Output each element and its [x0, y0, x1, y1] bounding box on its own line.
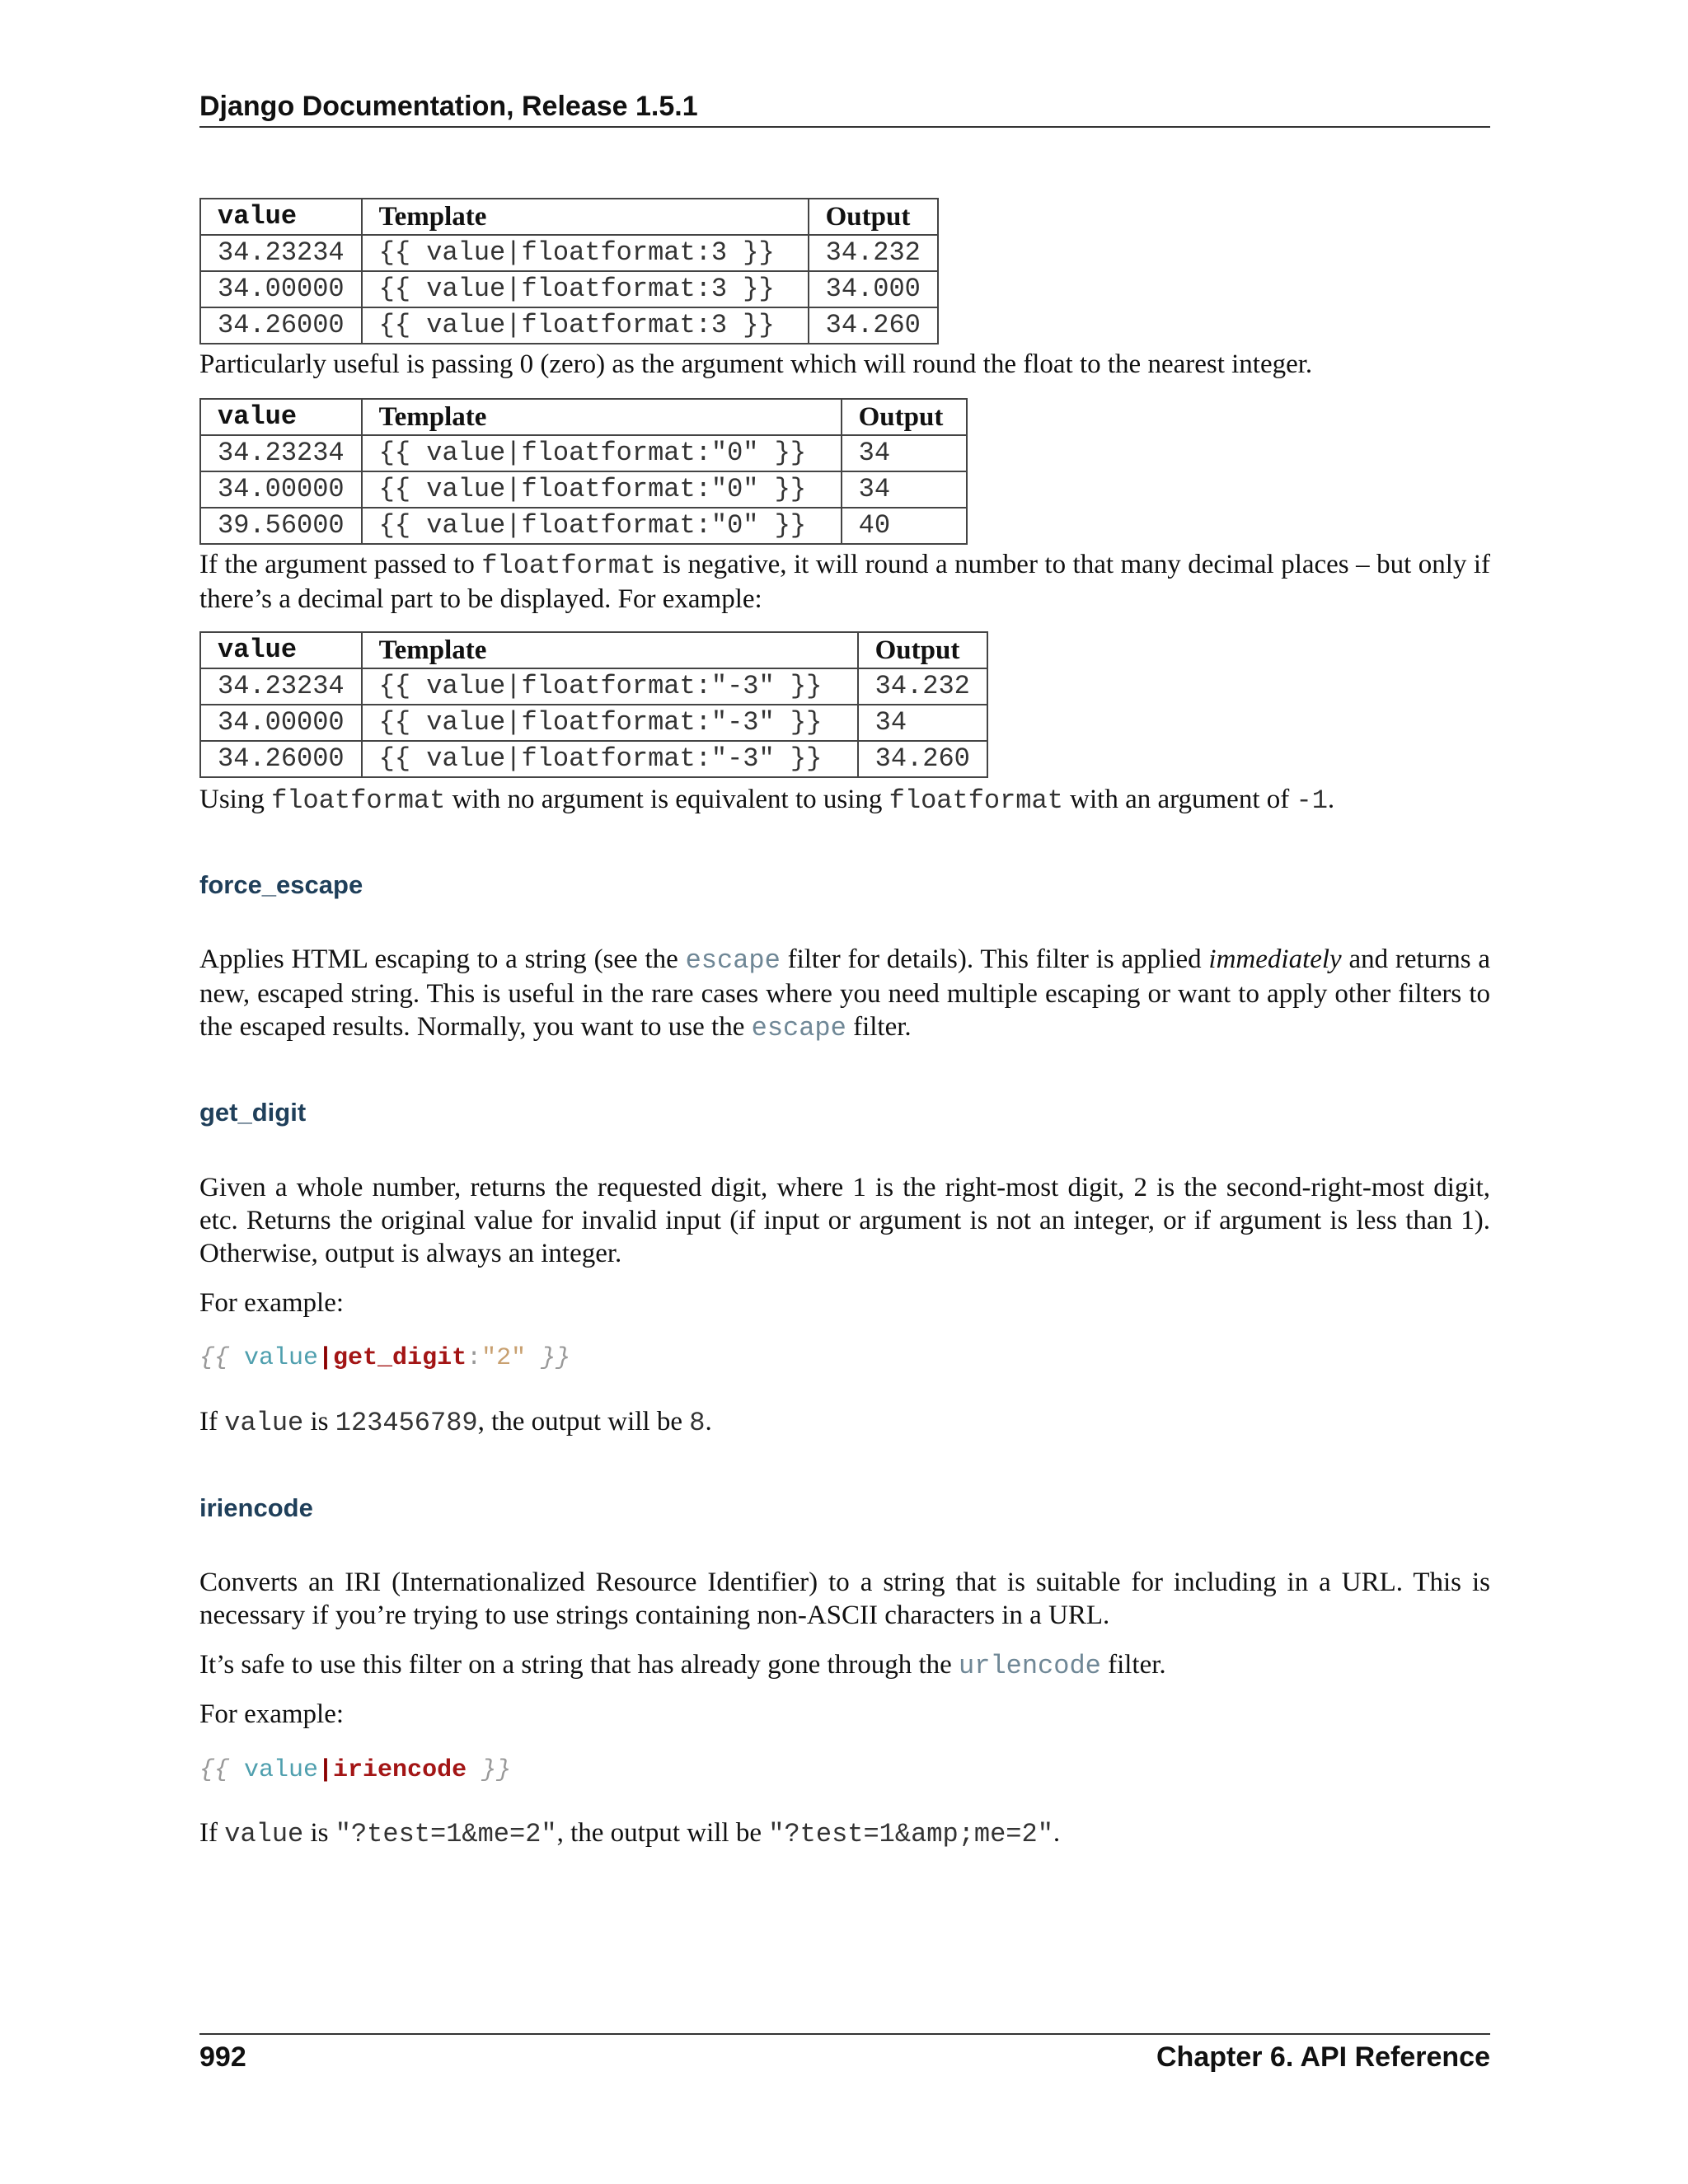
- cell-template: {{ value|floatformat:3 }}: [362, 271, 809, 307]
- text-run: with no argument is equivalent to using: [445, 785, 889, 814]
- text-run: is negative, it will round a number to that many decimal places – but only if there’s a decimal part to be displayed. For example:: [199, 550, 1490, 614]
- text-run: and returns a new, escaped string. This is useful in the rare cases where you need multiple escaping or want to apply other filters to the escaped results. Normally, you want to use the: [199, 944, 1490, 1042]
- code-token: }}: [467, 1756, 512, 1784]
- paragraph-force-escape: [199, 943, 1490, 1045]
- iriencode-body: [199, 1566, 1490, 1632]
- table-row: [200, 271, 938, 307]
- cell-template: {{ value|floatformat:"0" }}: [362, 508, 842, 544]
- text-run: , the output will be: [556, 1818, 769, 1848]
- cell-value: 39.56000: [200, 508, 362, 544]
- cell-output: 34.232: [858, 668, 987, 705]
- paragraph-negative-argument: [199, 548, 1490, 616]
- cell-template: {{ value|floatformat:"-3" }}: [362, 705, 858, 741]
- table-floatformat-neg3: [199, 631, 988, 778]
- table-header-row: [200, 199, 938, 235]
- inline-code: 123456789: [335, 1408, 478, 1438]
- get-digit-body: [199, 1171, 1490, 1270]
- para-zero: [199, 348, 1490, 381]
- code-token: |: [318, 1344, 334, 1372]
- code-block-get-digit: [199, 1342, 1490, 1375]
- text-run: If the argument passed to: [199, 550, 482, 579]
- text-run: If: [199, 1818, 225, 1848]
- cell-value: 34.00000: [200, 705, 362, 741]
- iriencode-for-example: [199, 1698, 1490, 1731]
- col-header-template: Template: [362, 399, 842, 435]
- cell-template: {{ value|floatformat:"-3" }}: [362, 668, 858, 705]
- section-get-digit: [199, 1096, 1490, 1129]
- force-escape-body: [199, 943, 1490, 1045]
- table-floatformat-neg3-wrap: [199, 631, 1490, 778]
- code-token: get_digit: [333, 1344, 467, 1372]
- heading-force-escape: force_escape: [199, 870, 363, 899]
- cell-value: 34.00000: [200, 271, 362, 307]
- table-row: [200, 235, 938, 271]
- para-noarg: [199, 783, 1490, 818]
- col-header-output: Output: [842, 399, 967, 435]
- iriencode-result: [199, 1816, 1490, 1851]
- text-run: If: [199, 1407, 225, 1436]
- cell-value: 34.26000: [200, 741, 362, 777]
- col-header-output: Output: [858, 632, 987, 668]
- text-run: .: [705, 1407, 712, 1436]
- cell-template: {{ value|floatformat:"0" }}: [362, 435, 842, 471]
- chapter-title: Chapter 6. API Reference: [1156, 2041, 1490, 2073]
- code-token: "2": [481, 1344, 527, 1372]
- paragraph-iriencode: Converts an IRI (Internationalized Resource Identifier) to a string that is suitable for including in a URL. This is necessary if you’re trying to use strings containing non-ASCII characters in a URL.: [199, 1568, 1490, 1630]
- running-footer: [199, 2033, 1490, 2074]
- cell-output: 34.000: [809, 271, 938, 307]
- cell-value: 34.23234: [200, 668, 362, 705]
- cell-output: 40: [842, 508, 967, 544]
- text-run: with an argument of: [1062, 785, 1296, 814]
- inline-code: 8: [689, 1408, 706, 1438]
- col-header-value: value: [200, 399, 362, 435]
- cell-template: {{ value|floatformat:3 }}: [362, 235, 809, 271]
- paragraph-for-example: For example:: [199, 1288, 345, 1318]
- cell-output: 34: [842, 435, 967, 471]
- get-digit-for-example: [199, 1286, 1490, 1319]
- get-digit-result: [199, 1405, 1490, 1440]
- escape-link[interactable]: escape: [685, 945, 781, 976]
- code-token: value: [244, 1756, 319, 1784]
- running-header: Django Documentation, Release 1.5.1: [199, 91, 1490, 128]
- cell-output: 34.260: [809, 307, 938, 344]
- table-row: [200, 435, 967, 471]
- code-token: {{: [199, 1756, 245, 1784]
- text-run: filter.: [846, 1012, 912, 1042]
- text-run: Using: [199, 785, 272, 814]
- cell-value: 34.00000: [200, 471, 362, 508]
- paragraph-iriencode-safe: [199, 1648, 1490, 1683]
- page-number: 992: [199, 2041, 246, 2073]
- inline-code: value: [224, 1819, 304, 1849]
- code-token: iriencode: [333, 1756, 467, 1784]
- table-row: [200, 307, 938, 344]
- table-row: [200, 705, 987, 741]
- inline-code: -1: [1296, 785, 1328, 816]
- text-run: .: [1327, 785, 1335, 814]
- text-run: is: [303, 1407, 335, 1436]
- text-run: It’s safe to use this filter on a string that has already gone through the: [199, 1650, 959, 1680]
- paragraph-iriencode-result: [199, 1816, 1490, 1851]
- col-header-template: Template: [362, 632, 858, 668]
- table-row: [200, 471, 967, 508]
- paragraph-get-digit: Given a whole number, returns the requested digit, where 1 is the right-most digit, 2 is the second-right-most digit, etc. Returns the original value for invalid input (if input or argument is not an integer, or if argument is less than 1). Otherwise, output is always an integer.: [199, 1173, 1490, 1268]
- table-row: [200, 741, 987, 777]
- inline-code: floatformat: [481, 551, 656, 581]
- paragraph-no-argument: [199, 783, 1490, 818]
- heading-get-digit: get_digit: [199, 1098, 307, 1127]
- code-token: :: [467, 1344, 482, 1372]
- section-iriencode: [199, 1492, 1490, 1525]
- code-token: value: [244, 1344, 319, 1372]
- inline-code: floatformat: [889, 785, 1063, 816]
- text-run: .: [1053, 1818, 1061, 1848]
- col-header-output: Output: [809, 199, 938, 235]
- cell-output: 34: [842, 471, 967, 508]
- paragraph-zero-argument: Particularly useful is passing 0 (zero) as the argument which will round the float to the nearest integer.: [199, 349, 1313, 379]
- cell-output: 34.260: [858, 741, 987, 777]
- cell-template: {{ value|floatformat:"-3" }}: [362, 741, 858, 777]
- para-negative: [199, 548, 1490, 616]
- col-header-value: value: [200, 199, 362, 235]
- cell-template: {{ value|floatformat:3 }}: [362, 307, 809, 344]
- table-floatformat-3: [199, 198, 939, 344]
- inline-code: value: [224, 1408, 304, 1438]
- urlencode-link[interactable]: urlencode: [959, 1651, 1101, 1681]
- cell-template: {{ value|floatformat:"0" }}: [362, 471, 842, 508]
- code-token: {{: [199, 1344, 245, 1372]
- heading-iriencode: iriencode: [199, 1493, 313, 1522]
- table-header-row: [200, 399, 967, 435]
- code-token: |: [318, 1756, 334, 1784]
- iriencode-safe: [199, 1648, 1490, 1683]
- text-run: Applies HTML escaping to a string (see the: [199, 944, 686, 974]
- code-token: }}: [526, 1344, 571, 1372]
- section-force-escape: [199, 869, 1490, 902]
- inline-code: "?test=1&amp;me=2": [768, 1819, 1053, 1849]
- text-run: , the output will be: [477, 1407, 690, 1436]
- paragraph-for-example: For example:: [199, 1699, 345, 1729]
- text-run: is: [303, 1818, 335, 1848]
- emphasis: immediately: [1208, 944, 1342, 974]
- cell-output: 34: [858, 705, 987, 741]
- code-block-iriencode: [199, 1754, 1490, 1787]
- paragraph-get-digit-result: [199, 1405, 1490, 1440]
- escape-link[interactable]: escape: [751, 1013, 846, 1043]
- inline-code: "?test=1&me=2": [335, 1819, 557, 1849]
- cell-value: 34.26000: [200, 307, 362, 344]
- cell-value: 34.23234: [200, 435, 362, 471]
- text-run: filter.: [1100, 1650, 1166, 1680]
- inline-code: floatformat: [271, 785, 446, 816]
- col-header-value: value: [200, 632, 362, 668]
- cell-output: 34.232: [809, 235, 938, 271]
- text-run: filter for details). This filter is applied: [780, 944, 1209, 974]
- col-header-template: Template: [362, 199, 809, 235]
- table-floatformat-0-wrap: [199, 398, 1490, 545]
- table-floatformat-0: [199, 398, 968, 545]
- table-header-row: [200, 632, 987, 668]
- table-row: [200, 668, 987, 705]
- cell-value: 34.23234: [200, 235, 362, 271]
- table-row: [200, 508, 967, 544]
- table-floatformat-3-wrap: [199, 198, 1490, 344]
